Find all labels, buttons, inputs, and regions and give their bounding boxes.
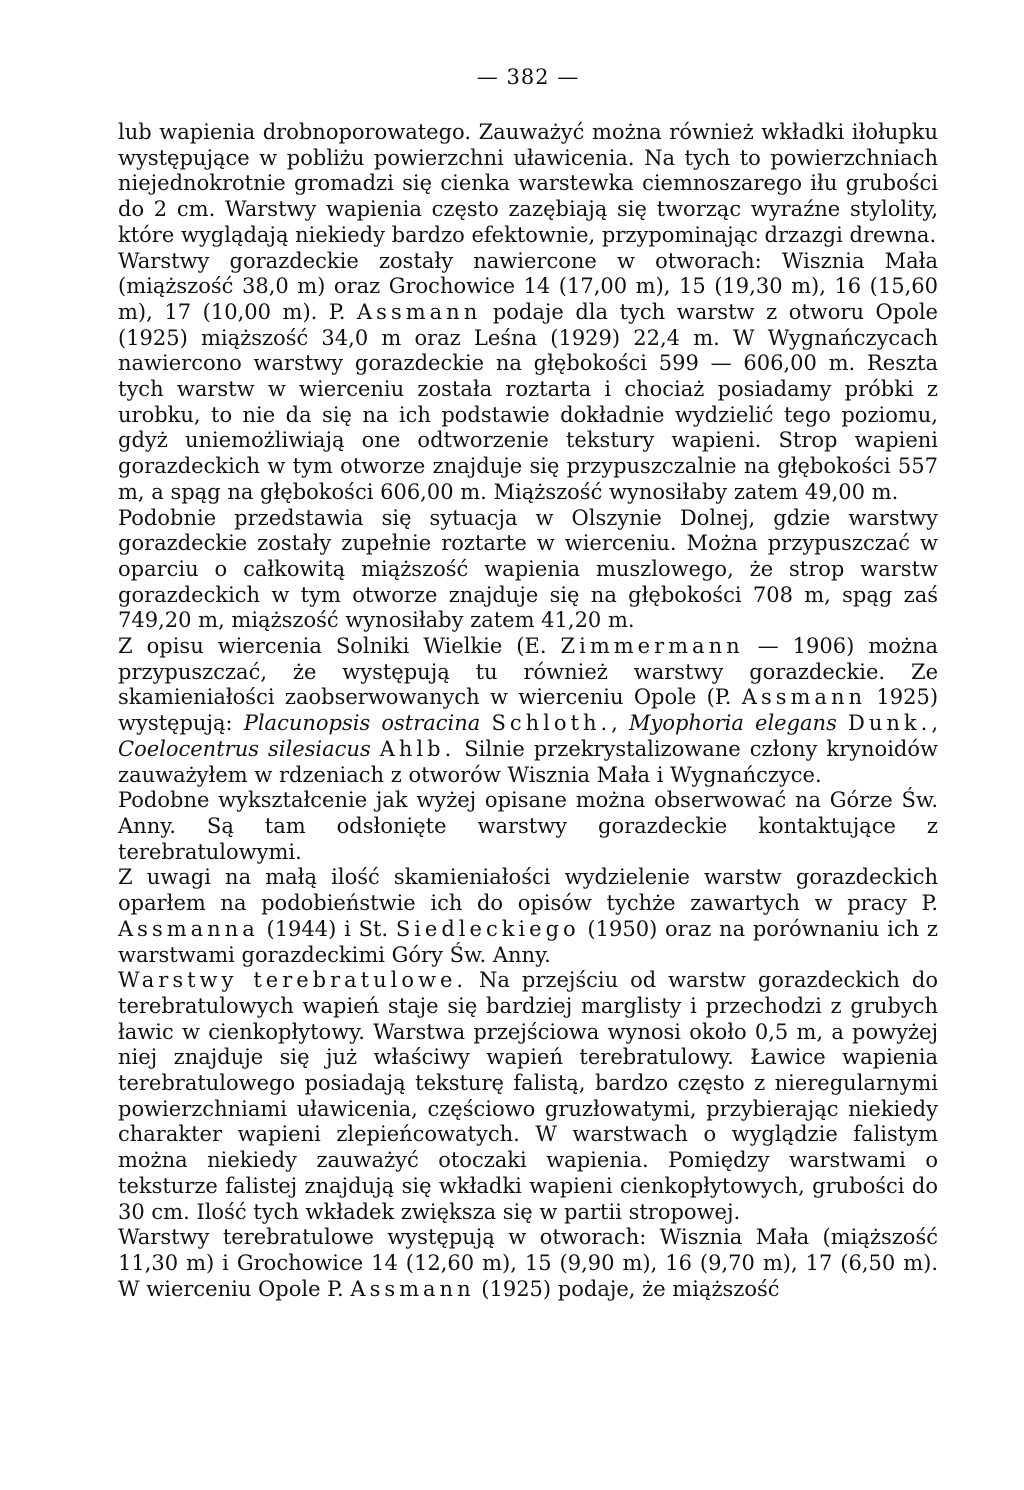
text-run: (1925) podaje, że miąższość xyxy=(474,1276,780,1301)
paragraph xyxy=(118,968,938,1225)
spaced-author-name: Assmanna xyxy=(118,916,259,941)
italic-species-name: Placunopsis ostracina xyxy=(243,711,481,736)
spaced-author-name: Assmann xyxy=(741,685,866,710)
spaced-author-name: Assmann xyxy=(350,1276,475,1301)
spaced-author-name: Ahlb. xyxy=(379,736,456,761)
text-run: Z uwagi na małą ilość skamieniałości wydzielenie warstw gorazdeckich oparłem na podobieństwie ich do opisów tychże zawartych w pracy P. xyxy=(118,865,938,916)
page-number: — 382 — xyxy=(476,65,580,89)
paragraph xyxy=(118,865,938,968)
text-run: Podobnie przedstawia się sytuacja w Olszynie Dolnej, gdzie warstwy gorazdeckie zostały zupełnie roztarte w wierceniu. Można przypuszczać w oparciu o całkowitą miąższość wapienia muszlowego, że strop warstw gorazdeckich w tym otworze znajduje się na głębokości 708 m, spąg zaś 749,20 m, miąższość wynosiłaby zatem 41,20 m. xyxy=(118,505,938,633)
paragraph xyxy=(118,1225,938,1302)
italic-species-name: Myophoria elegans xyxy=(628,711,837,736)
text-run: , xyxy=(931,711,938,736)
text-run: (1944) i St. xyxy=(258,916,396,941)
paragraph xyxy=(118,120,938,249)
text-run: 1925) występują: xyxy=(118,685,939,736)
text-run: Warstwy gorazdeckie zostały nawiercone w otworach: Wisznia Mała (miąższość 38,0 m) oraz Grochowice 14 (17,00 m), 15 (19,30 m), 16 (15,60 m), 17 (10,00 m). P. xyxy=(118,248,938,324)
text-run xyxy=(837,711,848,735)
text-run: Z opisu wiercenia Solniki Wielkie (E. xyxy=(118,634,561,659)
spaced-author-name: Schloth. xyxy=(491,711,612,736)
paragraph xyxy=(118,506,938,635)
spaced-author-name: Zimmermann xyxy=(560,634,744,659)
spaced-author-name: Siedleckiego xyxy=(395,916,580,941)
spaced-author-name: Dunk. xyxy=(848,711,932,736)
document-page xyxy=(118,62,938,1302)
text-run xyxy=(371,737,380,761)
text-run: — 1906) można przypuszczać, że występują tu również warstwy gorazdeckie. Ze skamieniałości zaobserwowanych w wierceniu Opole (P. xyxy=(118,634,938,710)
italic-species-name: Coelocentrus silesiacus xyxy=(118,736,371,761)
text-run: Warstwy terebratulowe występują w otworach: Wisznia Mała (miąższość 11,30 m) i Grochowice 14 (12,60 m), 15 (9,90 m), 16 (9,70 m), 17 (6,50 m). W wierceniu Opole P. xyxy=(118,1225,938,1301)
text-run: lub wapienia drobnoporowatego. Zauważyć można również wkładki iłołupku występujące w pobliżu powierzchni uławicenia. Na tych to powierzchniach niejednokrotnie gromadzi się cienka warstewka ciemnoszarego iłu grubości do 2 cm. Warstwy wapienia często zazębiają się tworząc wyraźne stylolity, które wyglądają niekiedy bardzo efektownie, przypominając drzazgi drewna. xyxy=(118,120,938,247)
body-text xyxy=(118,120,938,1302)
spaced-author-name: Warstwy terebratulowe. xyxy=(118,968,468,993)
paragraph xyxy=(118,788,938,865)
paragraph xyxy=(118,249,938,506)
text-run: Na przejściu od warstw gorazdeckich do terebratulowych wapień staje się bardziej marglisty i przechodzi z grubych ławic w cienkopłytowy. Warstwa przejściowa wynosi około 0,5 m, a powyżej niej znajduje się już właściwy wapień terebratulowy. Ławice wapienia terebratulowego posiadają teksturę falistą, bardzo często z nieregularnymi powierzchniami uławicenia, częściowo gruzłowatymi, przybierając niekiedy charakter wapieni zlepieńcowatych. W warstwach o wyglądzie falistym można niekiedy zauważyć otoczaki wapienia. Pomiędzy warstwami o teksturze falistej znajdują się wkładki wapieni cienkopłytowych, grubości do 30 cm. Ilość tych wkładek zwiększa się w partii stropowej. xyxy=(118,968,938,1224)
spaced-author-name: Assmann xyxy=(357,299,482,324)
text-run: podaje dla tych warstw z otworu Opole (1925) miąższość 34,0 m oraz Leśna (1929) 22,4 m. W Wygnańczycach nawiercono warstwy gorazdeckie na głębokości 599 — 606,00 m. Reszta tych warstw w wierceniu została roztarta i chociaż posiadamy próbki z urobku, to nie da się na ich podstawie dokładnie wydzielić tego poziomu, gdyż uniemożliwiają one odtworzenie tekstury wapieni. Strop wapieni gorazdeckich w tym otworze znajduje się przypuszczalnie na głębokości 557 m, a spąg na głębokości 606,00 m. Miąższość wynosiłaby zatem 49,00 m. xyxy=(118,299,938,504)
paragraph xyxy=(118,634,938,788)
text-run: , xyxy=(611,711,629,736)
text-run: Podobne wykształcenie jak wyżej opisane można obserwować na Górze Św. Anny. Są tam odsłonięte warstwy gorazdeckie kontaktujące z terebratulowymi. xyxy=(118,788,938,864)
text-run: Silnie przekrystalizowane człony krynoidów zauważyłem w rdzeniach z otworów Wisznia Mała i Wygnańczyce. xyxy=(118,736,938,787)
text-run xyxy=(480,711,491,735)
text-run: (1950) oraz na porównaniu ich z warstwami gorazdeckimi Góry Św. Anny. xyxy=(118,916,938,967)
